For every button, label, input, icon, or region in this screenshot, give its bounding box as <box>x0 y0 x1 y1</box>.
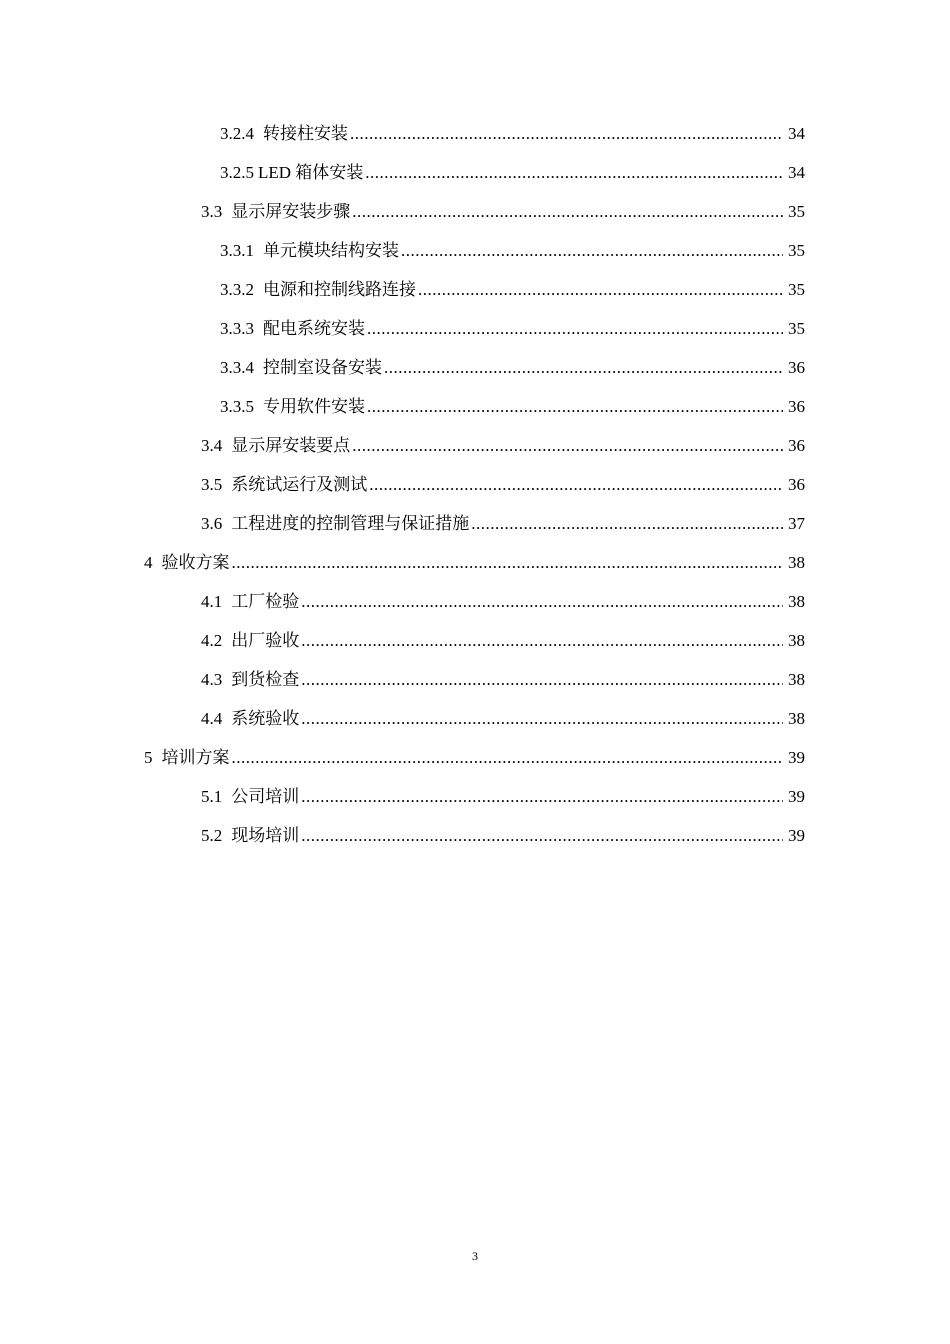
toc-page-number: 36 <box>788 358 805 377</box>
toc-title: 培训方案 <box>161 748 230 767</box>
toc-dot-leader <box>301 660 783 699</box>
toc-entry-3-3-5[interactable] <box>0 387 950 426</box>
toc-dot-leader <box>301 816 783 855</box>
toc-title: 工程进度的控制管理与保证措施 <box>231 514 470 533</box>
toc-dot-leader <box>384 348 783 387</box>
toc-entry-3-6[interactable] <box>0 504 950 543</box>
toc-page-number: 38 <box>788 592 805 611</box>
toc-title: LED 箱体安装 <box>258 163 364 182</box>
toc-entry-3-3-3[interactable] <box>0 309 950 348</box>
toc-number: 4.2 <box>201 631 223 650</box>
toc-page-number: 38 <box>788 553 805 572</box>
toc-number: 5.1 <box>201 787 223 806</box>
toc-dot-leader <box>301 621 783 660</box>
table-of-contents <box>0 114 950 855</box>
toc-dot-leader <box>471 504 783 543</box>
toc-title: 公司培训 <box>231 787 300 806</box>
toc-title: 转接柱安装 <box>263 124 348 143</box>
toc-page-number: 36 <box>788 397 805 416</box>
toc-title: 单元模块结构安装 <box>263 241 399 260</box>
toc-title: 专用软件安装 <box>263 397 365 416</box>
toc-page-number: 39 <box>788 787 805 806</box>
toc-title: 工厂检验 <box>231 592 300 611</box>
toc-title: 显示屏安装步骤 <box>231 202 351 221</box>
toc-entry-4-3[interactable] <box>0 660 950 699</box>
toc-page-number: 38 <box>788 670 805 689</box>
toc-number: 3.3.1 <box>220 241 254 260</box>
toc-entry-5[interactable] <box>0 738 950 777</box>
toc-number: 3.3 <box>201 202 223 221</box>
toc-entry-3-5[interactable] <box>0 465 950 504</box>
toc-dot-leader <box>301 699 783 738</box>
toc-dot-leader <box>232 738 784 777</box>
toc-page-number: 35 <box>788 202 805 221</box>
toc-dot-leader <box>367 387 783 426</box>
toc-entry-3-2-4[interactable] <box>0 114 950 153</box>
toc-page-number: 34 <box>788 163 805 182</box>
toc-title: 控制室设备安装 <box>263 358 382 377</box>
toc-entry-3-3[interactable] <box>0 192 950 231</box>
toc-title: 验收方案 <box>161 553 230 572</box>
toc-number: 3.5 <box>201 475 223 494</box>
toc-dot-leader <box>401 231 783 270</box>
toc-number: 3.3.2 <box>220 280 254 299</box>
toc-dot-leader <box>365 153 783 192</box>
toc-dot-leader <box>350 114 783 153</box>
toc-entry-3-3-4[interactable] <box>0 348 950 387</box>
toc-dot-leader <box>369 465 783 504</box>
toc-entry-4-1[interactable] <box>0 582 950 621</box>
toc-entry-5-1[interactable] <box>0 777 950 816</box>
toc-dot-leader <box>367 309 783 348</box>
toc-dot-leader <box>301 582 783 621</box>
toc-number: 4 <box>144 553 153 572</box>
page-footer-number: 3 <box>472 1249 478 1263</box>
toc-entry-4-2[interactable] <box>0 621 950 660</box>
toc-number: 3.3.4 <box>220 358 254 377</box>
toc-entry-4-4[interactable] <box>0 699 950 738</box>
toc-title: 出厂验收 <box>231 631 300 650</box>
toc-dot-leader <box>352 192 783 231</box>
toc-title: 配电系统安装 <box>263 319 365 338</box>
toc-title: 现场培训 <box>231 826 300 845</box>
toc-entry-3-3-2[interactable] <box>0 270 950 309</box>
toc-title: 电源和控制线路连接 <box>263 280 416 299</box>
toc-page-number: 37 <box>788 514 805 533</box>
toc-number: 3.4 <box>201 436 223 455</box>
toc-entry-3-4[interactable] <box>0 426 950 465</box>
toc-number: 5.2 <box>201 826 223 845</box>
toc-entry-3-3-1[interactable] <box>0 231 950 270</box>
toc-page-number: 38 <box>788 709 805 728</box>
toc-page-number: 35 <box>788 241 805 260</box>
toc-dot-leader <box>232 543 784 582</box>
toc-page-number: 39 <box>788 748 805 767</box>
toc-page-number: 39 <box>788 826 805 845</box>
toc-title: 到货检查 <box>231 670 300 689</box>
toc-number: 3.6 <box>201 514 223 533</box>
toc-title: 系统验收 <box>231 709 300 728</box>
toc-dot-leader <box>418 270 783 309</box>
toc-page-number: 36 <box>788 436 805 455</box>
toc-title: 系统试运行及测试 <box>231 475 368 494</box>
toc-number: 4.3 <box>201 670 223 689</box>
toc-entry-3-2-5[interactable] <box>0 153 950 192</box>
toc-number: 3.2.4 <box>220 124 254 143</box>
toc-page-number: 35 <box>788 280 805 299</box>
toc-number: 4.1 <box>201 592 223 611</box>
toc-dot-leader <box>301 777 783 816</box>
toc-entry-5-2[interactable] <box>0 816 950 855</box>
toc-dot-leader <box>352 426 783 465</box>
toc-number: 5 <box>144 748 153 767</box>
toc-title: 显示屏安装要点 <box>231 436 351 455</box>
toc-page-number: 38 <box>788 631 805 650</box>
toc-entry-4[interactable] <box>0 543 950 582</box>
toc-number: 3.2.5 <box>220 163 254 182</box>
toc-page-number: 34 <box>788 124 805 143</box>
toc-number: 4.4 <box>201 709 223 728</box>
toc-page-number: 36 <box>788 475 805 494</box>
toc-number: 3.3.5 <box>220 397 254 416</box>
toc-page-number: 35 <box>788 319 805 338</box>
toc-number: 3.3.3 <box>220 319 254 338</box>
